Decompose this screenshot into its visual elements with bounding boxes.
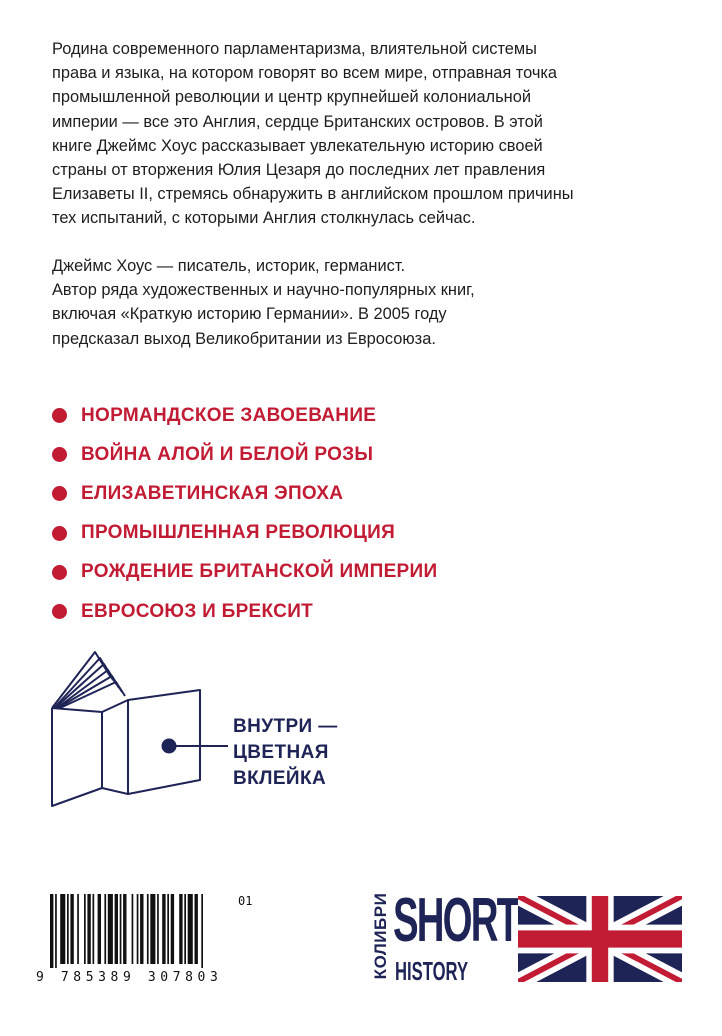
barcode-bar [77, 894, 79, 964]
bullet-dot-icon [52, 486, 67, 501]
feature-label: ЕЛИЗАВЕТИНСКАЯ ЭПОХА [81, 482, 344, 504]
bullet-dot-icon [52, 604, 67, 619]
barcode-bar [171, 894, 174, 964]
barcode-bar [147, 894, 149, 964]
barcode-bar [55, 894, 57, 968]
barcode-bar [167, 894, 169, 964]
series-logo [370, 886, 519, 988]
author-line: Автор ряда художественных и научно-популярных книг, [52, 281, 475, 300]
barcode-bar [132, 894, 134, 964]
logo-word-history: HISTORY [395, 956, 469, 986]
book-icon [40, 636, 240, 816]
barcode-bar [188, 894, 193, 964]
description-line: империи — все это Англия, сердце Британских островов. В этой [52, 112, 543, 131]
feature-item [52, 592, 437, 631]
feature-label: РОЖДЕНИЕ БРИТАНСКОЙ ИМПЕРИИ [81, 561, 438, 583]
feature-item [52, 396, 437, 435]
barcode [40, 894, 230, 968]
description-line: Родина современного парламентаризма, влиятельной системы [52, 40, 537, 58]
feature-label: ЕВРОСОЮЗ И БРЕКСИТ [81, 600, 314, 622]
barcode-bar [67, 894, 69, 964]
barcode-bar [150, 894, 155, 964]
barcode-bar [140, 894, 143, 964]
barcode-bar [50, 894, 53, 968]
author-line: Джеймс Хоус — писатель, историк, германист. [52, 257, 406, 275]
barcode-bar [184, 894, 186, 964]
barcode-digits: 9 785389 307803 [36, 970, 223, 985]
author-line: включая «Краткую историю Германии». В 2005 году [52, 305, 447, 324]
barcode-bar [201, 894, 203, 968]
feature-label: ВОЙНА АЛОЙ И БЕЛОЙ РОЗЫ [81, 443, 374, 465]
barcode-bar [157, 894, 159, 964]
barcode-bar [70, 894, 73, 964]
callout-line: ЦВЕТНАЯ [233, 742, 329, 763]
callout-line: ВНУТРИ — [233, 716, 338, 737]
feature-label: НОРМАНДСКОЕ ЗАВОЕВАНИЕ [81, 404, 377, 426]
barcode-bar [60, 894, 65, 964]
feature-list [52, 396, 437, 631]
callout-line: ВКЛЕЙКА [233, 768, 327, 789]
insert-callout [233, 714, 338, 792]
author-paragraph [52, 254, 682, 351]
barcode-bar [123, 894, 126, 964]
barcode-suffix: 01 [238, 894, 253, 908]
barcode-bar [115, 894, 118, 964]
barcode-bar [93, 894, 95, 964]
description-line: промышленной революции и центр крупнейшей колониальной [52, 88, 531, 107]
feature-item [52, 514, 437, 553]
author-line: предсказал выход Великобритании из Евросоюза. [52, 329, 436, 348]
barcode-bar [120, 894, 122, 964]
description-line: страны от вторжения Юлия Цезаря до последних лет правления [52, 161, 546, 180]
barcode-bar [162, 894, 165, 964]
description-paragraph [52, 37, 682, 231]
barcode-bar [98, 894, 101, 964]
feature-label: ПРОМЫШЛЕННАЯ РЕВОЛЮЦИЯ [81, 522, 396, 544]
description-line: права и языка, на котором говорят во всем мире, отправная точка [52, 64, 558, 83]
feature-item [52, 435, 437, 474]
logo-word-short: SHORT [393, 886, 519, 955]
description-line: Елизаветы II, стремясь обнаружить в английском прошлом причины [52, 185, 574, 204]
feature-item [52, 474, 437, 513]
union-jack-flag [518, 896, 682, 982]
barcode-bar [179, 894, 182, 964]
barcode-bar [84, 894, 86, 964]
bullet-dot-icon [52, 447, 67, 462]
barcode-bar [108, 894, 113, 964]
description-line: книге Джеймс Хоус рассказывает увлекательную историю своей [52, 136, 543, 155]
barcode-bar [137, 894, 139, 964]
bullet-dot-icon [52, 408, 67, 423]
publisher-name: КОЛИБРИ [371, 892, 390, 980]
bullet-dot-icon [52, 526, 67, 541]
feature-item [52, 553, 437, 592]
barcode-bar [104, 894, 106, 964]
barcode-bar [87, 894, 90, 964]
bullet-dot-icon [52, 565, 67, 580]
barcode-bar [195, 894, 198, 964]
description-line: тех испытаний, с которыми Англия столкнулась сейчас. [52, 209, 476, 228]
